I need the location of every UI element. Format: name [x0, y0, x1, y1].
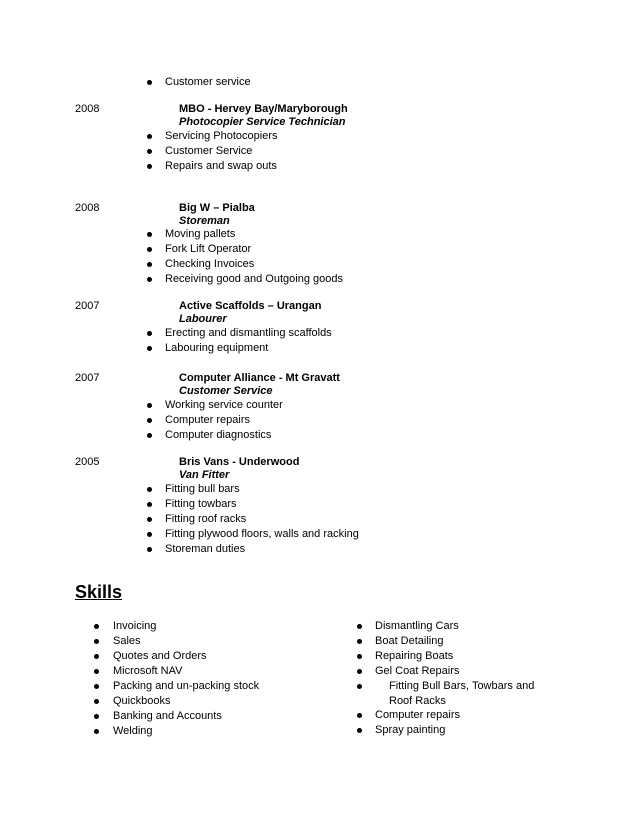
bullet-icon — [147, 403, 152, 408]
skill-item: Quotes and Orders — [113, 650, 207, 662]
list-item: Fitting roof racks — [165, 513, 247, 525]
job-role: Photocopier Service Technician — [179, 116, 346, 128]
bullet-icon — [94, 684, 99, 689]
bullet-icon — [147, 532, 152, 537]
job-year: 2008 — [75, 202, 100, 214]
bullet-icon — [357, 713, 362, 718]
skill-item: Computer repairs — [375, 709, 460, 721]
bullet-icon — [94, 714, 99, 719]
bullet-icon — [357, 654, 362, 659]
bullet-icon — [147, 277, 152, 282]
list-item: Customer service — [165, 76, 251, 88]
skill-item: Gel Coat Repairs — [375, 665, 460, 677]
list-item: Working service counter — [165, 399, 283, 411]
job-role: Labourer — [179, 313, 227, 325]
job-role: Customer Service — [179, 385, 273, 397]
list-item: Servicing Photocopiers — [165, 130, 278, 142]
list-item: Receiving good and Outgoing goods — [165, 273, 343, 285]
job-employer: Bris Vans - Underwood — [179, 456, 300, 468]
bullet-icon — [147, 80, 152, 85]
job-employer: Active Scaffolds – Urangan — [179, 300, 322, 312]
list-item: Checking Invoices — [165, 258, 255, 270]
job-year: 2005 — [75, 456, 100, 468]
list-item: Fork Lift Operator — [165, 243, 252, 255]
list-item: Computer repairs — [165, 414, 250, 426]
bullet-icon — [147, 134, 152, 139]
list-item: Labouring equipment — [165, 342, 269, 354]
bullet-icon — [94, 699, 99, 704]
skill-item: Packing and un-packing stock — [113, 680, 260, 692]
skill-item: Dismantling Cars — [375, 620, 459, 632]
bullet-icon — [94, 624, 99, 629]
list-item: Moving pallets — [165, 228, 236, 240]
skill-item: Invoicing — [113, 620, 157, 632]
skill-item: Spray painting — [375, 724, 446, 736]
skill-item: Boat Detailing — [375, 635, 444, 647]
bullet-icon — [147, 517, 152, 522]
bullet-icon — [147, 418, 152, 423]
bullet-icon — [357, 728, 362, 733]
list-item: Fitting bull bars — [165, 483, 240, 495]
job-employer: Big W – Pialba — [179, 202, 255, 214]
bullet-icon — [147, 547, 152, 552]
list-item: Customer Service — [165, 145, 253, 157]
skill-item: Welding — [113, 725, 153, 737]
skill-item: Microsoft NAV — [113, 665, 183, 677]
bullet-icon — [147, 164, 152, 169]
bullet-icon — [147, 346, 152, 351]
bullet-icon — [357, 624, 362, 629]
bullet-icon — [147, 502, 152, 507]
bullet-icon — [147, 247, 152, 252]
bullet-icon — [94, 669, 99, 674]
list-item: Computer diagnostics — [165, 429, 272, 441]
job-employer: Computer Alliance - Mt Gravatt — [179, 372, 340, 384]
job-year: 2007 — [75, 372, 100, 384]
skill-item-continuation: Roof Racks — [389, 695, 446, 707]
bullet-icon — [357, 669, 362, 674]
list-item: Storeman duties — [165, 543, 246, 555]
list-item: Fitting towbars — [165, 498, 237, 510]
job-role: Van Fitter — [179, 469, 230, 481]
bullet-icon — [147, 433, 152, 438]
bullet-icon — [94, 729, 99, 734]
bullet-icon — [357, 684, 362, 689]
list-item: Fitting plywood floors, walls and racking — [165, 528, 359, 540]
bullet-icon — [357, 639, 362, 644]
list-item: Repairs and swap outs — [165, 160, 277, 172]
bullet-icon — [94, 654, 99, 659]
job-year: 2008 — [75, 103, 100, 115]
job-role: Storeman — [179, 215, 230, 227]
bullet-icon — [147, 487, 152, 492]
bullet-icon — [147, 232, 152, 237]
bullet-icon — [147, 262, 152, 267]
skill-item: Sales — [113, 635, 141, 647]
bullet-icon — [147, 331, 152, 336]
skills-heading: Skills — [75, 582, 123, 602]
bullet-icon — [94, 639, 99, 644]
skill-item: Banking and Accounts — [113, 710, 222, 722]
bullet-icon — [147, 149, 152, 154]
skill-item: Fitting Bull Bars, Towbars and — [389, 680, 535, 692]
skill-item: Quickbooks — [113, 695, 171, 707]
list-item: Erecting and dismantling scaffolds — [165, 327, 332, 339]
skill-item: Repairing Boats — [375, 650, 454, 662]
job-year: 2007 — [75, 300, 100, 312]
job-employer: MBO - Hervey Bay/Maryborough — [179, 103, 348, 115]
